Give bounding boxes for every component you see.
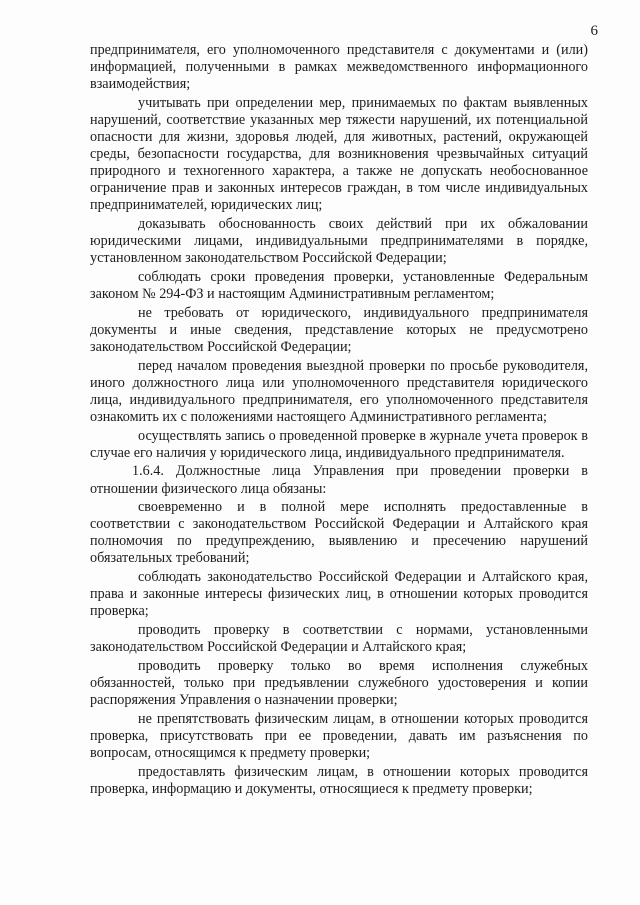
page-number: 6 (590, 23, 598, 39)
paragraph: предпринимателя, его уполномоченного представителя с документами и (или) информацией, полученными в рамках межведомственного информационного взаимодействия; (90, 42, 588, 93)
paragraph: соблюдать законодательство Российской Федерации и Алтайского края, права и законные интересы физических лиц, в отношении которых проводится проверка; (90, 569, 588, 620)
paragraph: не требовать от юридического, индивидуального предпринимателя документы и иные сведения, представление которых не предусмотрено законодательством Российской Федерации; (90, 304, 588, 355)
paragraph: не препятствовать физическим лицам, в отношении которых проводится проверка, присутствовать при ее проведении, давать им разъяснения по вопросам, относящимся к предмету проверки; (90, 710, 588, 761)
paragraph: перед началом проведения выездной проверки по просьбе руководителя, иного должностного лица или уполномоченного представителя юридического лица, индивидуального предпринимателя, его уполномоченного представителя ознакомить их с положениями настоящего Административного регламента; (90, 357, 588, 425)
paragraph: проводить проверку только во время исполнения служебных обязанностей, только при предъявлении служебного удостоверения и копии распоряжения Управления о назначении проверки; (90, 657, 588, 708)
paragraph: учитывать при определении мер, принимаемых по фактам выявленных нарушений, соответствие указанных мер тяжести нарушений, их потенциальной опасности для жизни, здоровья людей, для животных, растений, окружающей среды, безопасности государства, для возникновения чрезвычайных ситуаций природного и техногенного характера, а также не допускать необоснованное ограничение прав и законных интересов граждан, в том числе индивидуальных предпринимателей, юридических лиц; (90, 94, 588, 214)
paragraph: предоставлять физическим лицам, в отношении которых проводится проверка, информацию и документы, относящиеся к предмету проверки; (90, 763, 588, 797)
paragraph: доказывать обоснованность своих действий при их обжаловании юридическими лицами, индивидуальными предпринимателями в порядке, установленном законодательством Российской Федерации; (90, 216, 588, 267)
paragraph: проводить проверку в соответствии с нормами, установленными законодательством Российской Федерации и Алтайского края; (90, 622, 588, 656)
document-body (90, 42, 588, 799)
paragraph: соблюдать сроки проведения проверки, установленные Федеральным законом № 294-ФЗ и настоящим Административным регламентом; (90, 269, 588, 303)
section-heading-paragraph: 1.6.4. Должностные лица Управления при проведении проверки в отношении физического лица обязаны: (90, 463, 588, 497)
paragraph: осуществлять запись о проведенной проверке в журнале учета проверок в случае его наличия у юридического лица, индивидуального предпринимателя. (90, 427, 588, 461)
paragraph: своевременно и в полной мере исполнять предоставленные в соответствии с законодательством Российской Федерации и Алтайского края полномочия по предупреждению, выявлению и пресечению нарушений обязательных требований; (90, 499, 588, 567)
